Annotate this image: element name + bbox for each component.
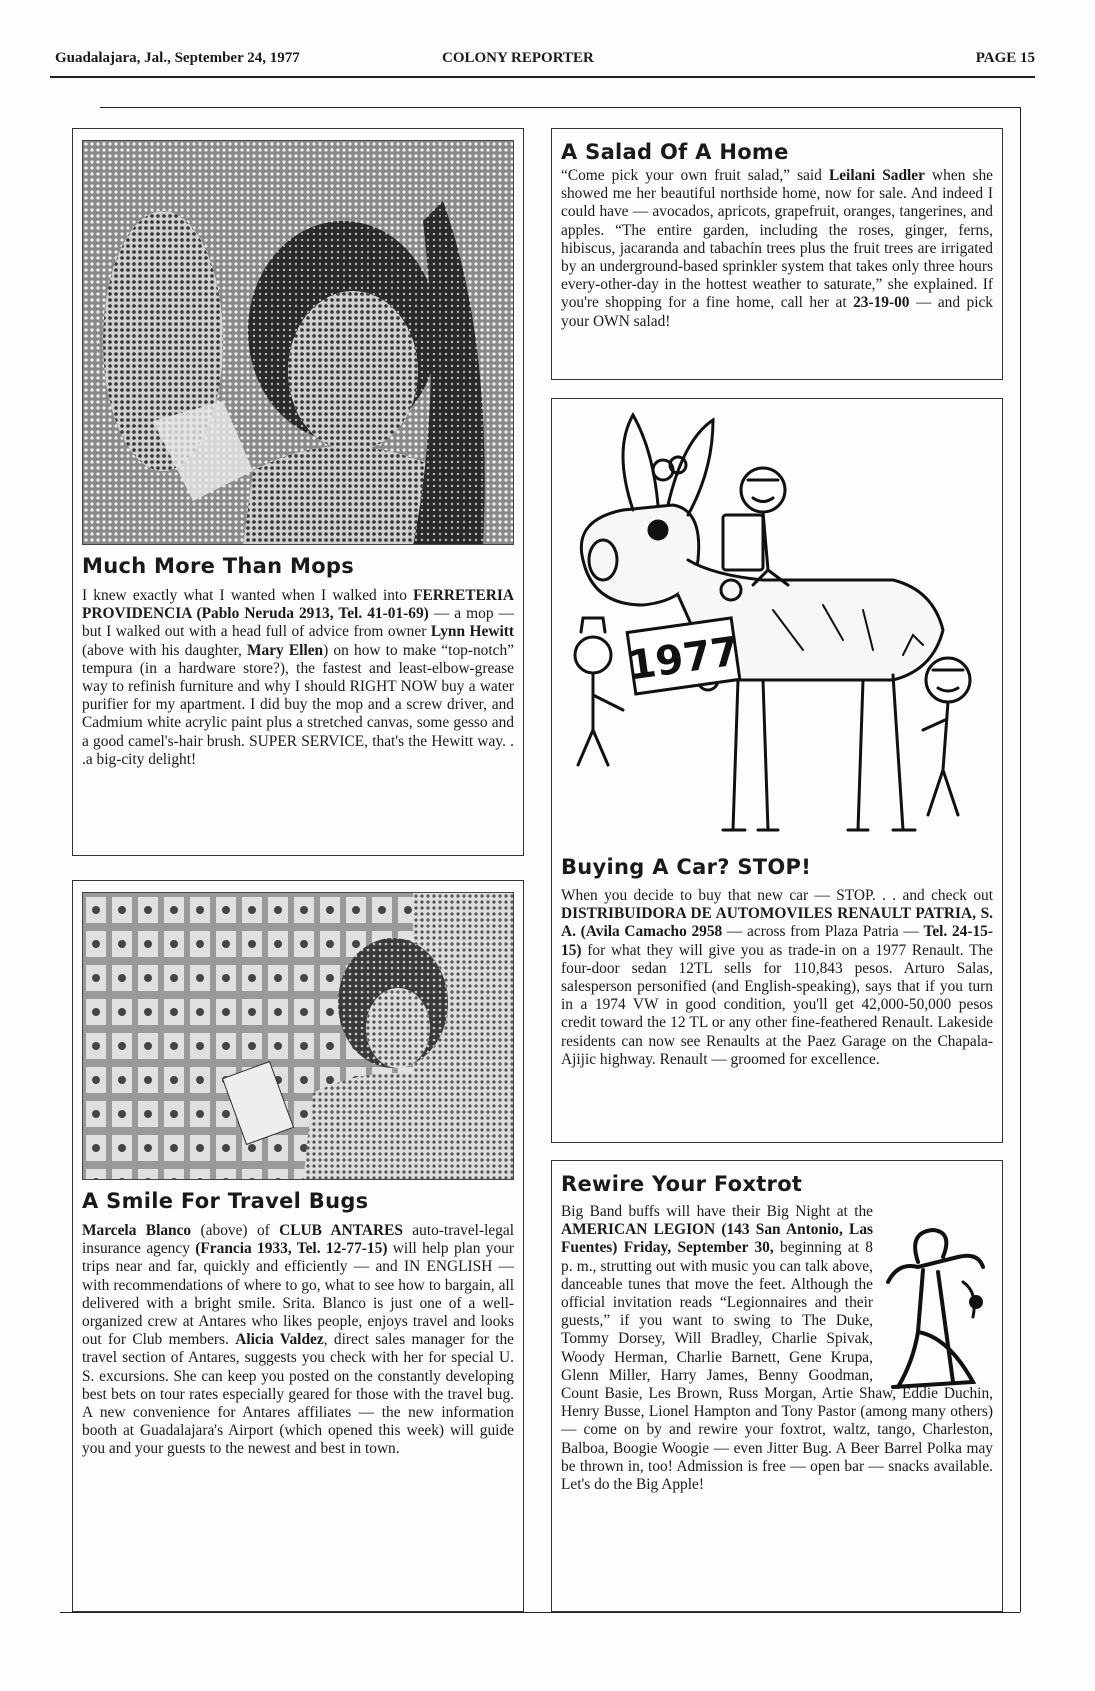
club-name: CLUB ANTARES [279, 1222, 403, 1239]
dealer-name: DISTRIBUIDORA DE AUTOMOVILES RENAULT PATRIA, S. A. (Avila Camacho 2958 [561, 905, 993, 941]
car-body: When you decide to buy that new car — STOP. . . and check out DISTRIBUIDORA DE AUTOMOVILES RENAULT PATRIA, S. A. (Avila Camacho 2958 — across from Plaza Patria — Tel. 24-15-15) for what they will give you as trade-in on a 1977 Renault. The four-door sedan 12TL sells for 110,843 pesos. Arturo Salas, salesperson personified (and English-speaking), says that if you turn in a 1974 VW in good condition, you'll get 42,000-50,000 pesos credit toward the 12 TL or any other fine-feathered Renault. Lakeside residents can now see Renaults at the Paez Garage on the Chapala-Ajijic highway. Renault — groomed for excellence. [561, 887, 993, 1068]
mops-headline: Much More Than Mops [82, 554, 355, 578]
foxtrot-headline: Rewire Your Foxtrot [561, 1172, 803, 1196]
salad-headline: A Salad Of A Home [561, 140, 789, 164]
blanco-photo-image [83, 893, 514, 1180]
salad-body: “Come pick your own fruit salad,” said Leilani Sadler when she showed me her beautiful northside home, now for sale. And indeed I could have — avocados, apricots, grapefruit, oranges, tangerines, and apples. “The entire garden, including the roses, ginger, ferns, hibiscus, jacaranda and tabachín trees plus the fruit trees are irrigated by an underground-based sprinkler system that takes only three hours every-other-day in the hottest weather to saturate,” she explained. If you're shopping for a fine home, call her at 23-19-00 — and pick your OWN salad! [561, 167, 993, 330]
dateline: Guadalajara, Jal., September 24, 1977 [55, 50, 300, 66]
masthead-rule [50, 76, 1035, 78]
page-number: PAGE 15 [975, 50, 1035, 66]
masthead [55, 50, 1035, 72]
hewitt-photo-image [83, 141, 514, 545]
dealer-phone: Tel. 24-15-15) [561, 923, 993, 959]
donkey-cartoon-image [563, 410, 991, 845]
blanco-photo [82, 892, 514, 1180]
daughter-name: Mary Ellen [246, 641, 324, 659]
frame-top-rule [100, 107, 1020, 108]
seller-name: Leilani Sadler [828, 167, 925, 184]
paper-name: COLONY REPORTER [442, 50, 594, 66]
owner-name: Lynn Hewitt [430, 623, 514, 641]
seller-phone: 23-19-00 [853, 294, 910, 312]
club-address: (Francia 1933, Tel. 12-77-15) [195, 1240, 388, 1258]
store-name: FERRETERIA PROVIDENCIA (Pablo Neruda 2913, Tel. 41-01-69) [82, 587, 514, 623]
frame-right-rule [1020, 107, 1021, 1612]
travel-body: Marcela Blanco (above) of CLUB ANTARES auto-travel-legal insurance agency (Francia 1933, Tel. 12-77-15) will help plan your trips near and far, quickly and efficiently — and IN ENGLISH — with recommendations of where to go, what to see how to bargain, all delivered with a bright smile. Srita. Blanco is just one of a well-organized crew at Antares who likes people, enjoys travel and looks out for Club members. Alicia Valdez, direct sales manager for the travel section of Antares, suggests you check with her for special U. S. excursions. She can keep you posted on the constantly developing best bets on tour rates especially geared for those with the travel bug. A new convenience for Antares affiliates — the new information booth at Guadalajara's Airport (which opened this week) will guide you and your guests to the newest and best in town. [82, 1222, 515, 1458]
hewitt-photo [82, 140, 514, 545]
agent-name: Marcela Blanco [82, 1222, 192, 1239]
foxtrot-body: Big Band buffs will have their Big Night at the AMERICAN LEGION (143 San Antonio, Las Fuentes) Friday, September 30, beginning at 8 p. m., strutting out with music you can talk above, danceable tunes that move the feet. Although the official invitation reads “Legionnaires and their guests,” if you want to swing to The Duke, Tommy Dorsey, Will Bradley, Charlie Spivak, Woody Herman, Charlie Barnett, Gene Krupa, Glenn Miller, Harry James, Benny Goodman, Count Basie, Les Brown, Russ Morgan, Artie Shaw, Eddie Duchin, Henry Busse, Lionel Hampton and Tony Pastor (among many others) — come on by and rewire your foxtrot, waltz, tango, Charleston, Balboa, Boogie Woogie — even Jitter Bug. A Beer Barrel Polka may be thrown in, too! Admission is free — open bar — snacks available. Let's do the Big Apple! [561, 1203, 993, 1494]
car-headline: Buying A Car? STOP! [561, 855, 812, 879]
mops-body: I knew exactly what I wanted when I walked into FERRETERIA PROVIDENCIA (Pablo Neruda 2913, Tel. 41-01-69) — a mop — but I walked out with a head full of advice from owner Lynn Hewitt (above with his daughter, Mary Ellen) on how to make “top-notch” tempura (in a hardware store?), the fastest and least-elbow-grease way to refinish furniture and why I should RIGHT NOW buy a water purifier for my apartment. I did buy the mop and a screw driver, and Cadmium white acrylic paint plus a stretched canvas, some gesso and a good camel's-hair brush. SUPER SERVICE, that's the Hewitt way. . .a big-city delight! [82, 587, 514, 768]
manager-name: Alicia Valdez [235, 1331, 324, 1349]
frame-bottom-rule [60, 1612, 1020, 1613]
cartoon-sign-text: 1977 [625, 628, 742, 690]
donkey-cartoon [563, 410, 991, 845]
illustration-spacer [873, 1203, 993, 1378]
legion-details: AMERICAN LEGION (143 San Antonio, Las Fuentes) Friday, September 30, [561, 1221, 873, 1257]
travel-headline: A Smile For Travel Bugs [82, 1189, 369, 1213]
